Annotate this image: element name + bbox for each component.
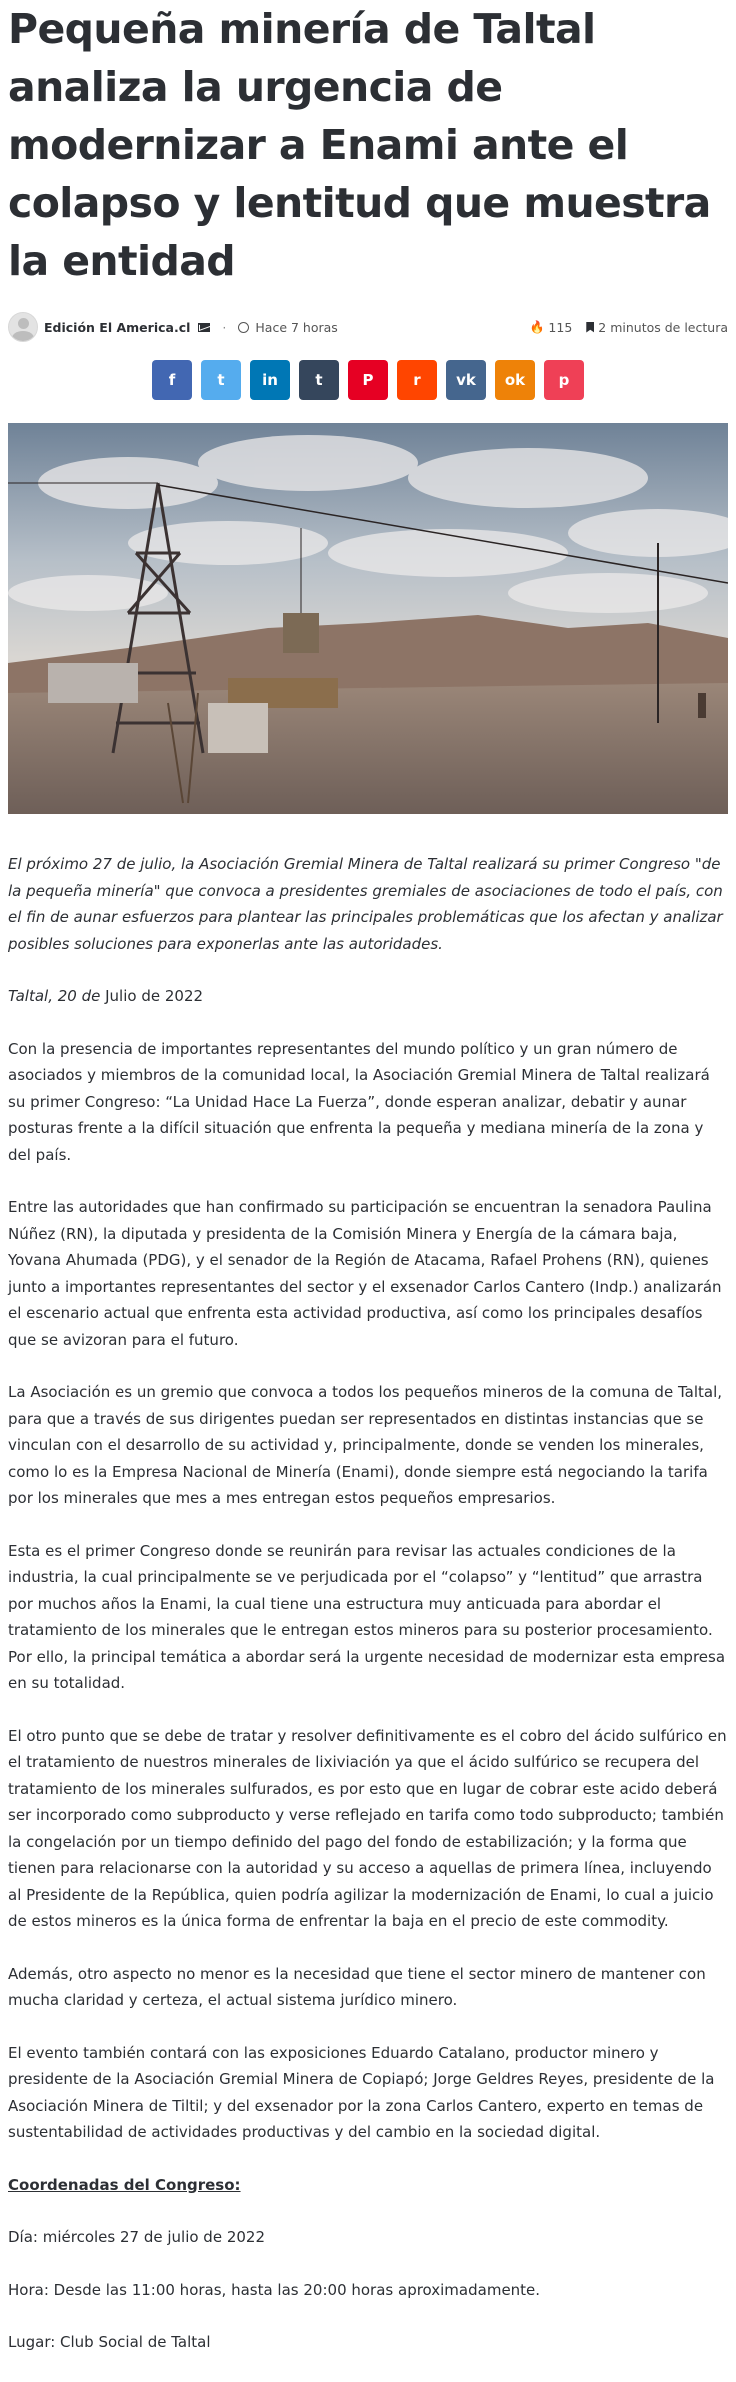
lead-paragraph: El próximo 27 de julio, la Asociación Gremial Minera de Taltal realizará su primer Congreso "de la pequeña minería" que convoca a presidentes gremiales de asociaciones de todo el país, con el fin de aunar esfuerzos para plantear las principales problemáticas que los afectan y analizar posibles soluciones para exponerlas ante las autoridades.	[8, 855, 723, 953]
linkedin-icon: in	[262, 371, 278, 389]
pinterest-icon: P	[362, 371, 374, 389]
body-paragraph: Entre las autoridades que han confirmado su participación se encuentran la senadora Paulina Núñez (RN), la diputada y presidenta de la Comisión Minera y Energía de la cámara baja, Yovana Ahumada (PDG), y el senador de la Región de Atacama, Rafael Prohens (RN), quienes junto a importantes representantes del sector y el exsenador Carlos Cantero (Indp.) analizarán el escenario actual que enfrenta esta actividad productiva, así como los principales desafíos que se avizoran para el futuro.	[8, 1198, 722, 1349]
body-paragraph: Además, otro aspecto no menor es la necesidad que tiene el sector minero de mantener con mucha claridad y certeza, el actual sistema jurídico minero.	[8, 1964, 706, 2009]
pinterest-share-button[interactable]	[348, 360, 388, 400]
reddit-share-button[interactable]	[397, 360, 437, 400]
body-paragraph: Esta es el primer Congreso donde se reunirán para revisar las actuales condiciones de la industria, la cual principalmente se ve perjudicada por el “colapso” y “lentitud” que arrastra por muchos años la Enami, la cual tiene una estructura muy anticuada para abordar el tratamiento de los minerales que le entregan estos mineros para su posterior procesamiento. Por ello, la principal temática a abordar será la urgente necesidad de modernizar esta empresa en su totalidad.	[8, 1541, 726, 1692]
linkedin-share-button[interactable]	[250, 360, 290, 400]
author-name[interactable]: Edición El America.cl	[44, 319, 191, 335]
meta-right	[529, 320, 728, 335]
dateline-place: Taltal, 20 de	[8, 987, 101, 1005]
reddit-icon: r	[413, 371, 421, 389]
pocket-icon: p	[558, 371, 570, 389]
mail-icon[interactable]	[198, 323, 210, 332]
odnoklassniki-icon: ok	[504, 371, 526, 389]
article-body	[8, 851, 728, 2356]
article-meta	[8, 310, 728, 344]
fire-icon: 🔥	[529, 320, 545, 334]
facebook-icon: f	[168, 371, 176, 389]
body-paragraph: Con la presencia de importantes representantes del mundo político y un gran número de asociados y miembros de la comunidad local, la Asociación Gremial Minera de Taltal realizará su primer Congreso: “La Unidad Hace La Fuerza”, donde esperan analizar, debatir y aunar posturas frente a la difícil situación que enfrenta la pequeña y mediana minería de la zona y del país.	[8, 1039, 710, 1164]
event-place: Lugar: Club Social de Taltal	[8, 2333, 211, 2351]
dateline-date: Julio de 2022	[105, 987, 204, 1005]
author-avatar[interactable]	[8, 312, 38, 342]
twitter-share-button[interactable]	[201, 360, 241, 400]
meta-left	[8, 312, 338, 342]
event-day: Día: miércoles 27 de julio de 2022	[8, 2228, 265, 2246]
body-paragraph: El evento también contará con las exposiciones Eduardo Catalano, productor minero y presidente de la Asociación Gremial Minera de Copiapó; Jorge Geldres Reyes, presidente de la Asociación Minera de Tiltil; y del exsenador por la zona Carlos Cantero, experto en temas de sustentabilidad de actividades productivas y del cambio en la sociedad digital.	[8, 2043, 715, 2141]
pocket-share-button[interactable]	[544, 360, 584, 400]
event-hour: Hora: Desde las 11:00 horas, hasta las 20:00 horas aproximadamente.	[8, 2280, 541, 2299]
meta-separator: ·	[222, 319, 227, 335]
share-bar	[8, 360, 728, 402]
dateline	[8, 983, 728, 1010]
view-count: 115	[548, 319, 573, 335]
facebook-share-button[interactable]	[152, 360, 192, 400]
twitter-icon: t	[217, 371, 225, 389]
vk-share-button[interactable]	[446, 360, 486, 400]
coords-heading: Coordenadas del Congreso:	[8, 2175, 241, 2194]
tumblr-icon: t	[315, 371, 323, 389]
bookmark-icon	[586, 322, 594, 333]
reading-time: 2 minutos de lectura	[598, 319, 728, 335]
body-paragraph: La Asociación es un gremio que convoca a todos los pequeños mineros de la comuna de Taltal, para que a través de sus dirigentes puedan ser representados en distintas instancias que se vinculan con el desarrollo de su actividad y, principalmente, donde se venden los minerales, como lo es la Empresa Nacional de Minería (Enami), donde siempre está negociando la tarifa por los minerales que mes a mes entregan estos pequeños empresarios.	[8, 1383, 723, 1507]
hero-image	[8, 423, 728, 814]
vk-icon: vk	[456, 371, 476, 389]
article-title: Pequeña minería de Taltal analiza la urgencia de modernizar a Enami ante el colapso y lentitud que muestra la entidad	[8, 5, 711, 285]
clock-icon	[238, 322, 249, 333]
publish-time: Hace 7 horas	[255, 319, 338, 335]
body-paragraph: El otro punto que se debe de tratar y resolver definitivamente es el cobro del ácido sulfúrico en el tratamiento de nuestros minerales de lixiviación ya que el ácido sulfúrico se recupera del tratamiento de los minerales sulfurados, es por esto que en lugar de cobrar este acido deberá ser incorporado como subproducto y verse reflejado en tarifa como todo subproducto; también la congelación por un tiempo definido del pago del fondo de estabilización; y la forma que tienen para relacionarse con la autoridad y su acceso a aquellas de primera línea, incluyendo al Presidente de la República, quien podría agilizar la modernización de Enami, lo cual a juicio de estos mineros es la única forma de enfrentar la baja en el precio de este commodity.	[8, 1726, 727, 1930]
tumblr-share-button[interactable]	[299, 360, 339, 400]
odnoklassniki-share-button[interactable]	[495, 360, 535, 400]
